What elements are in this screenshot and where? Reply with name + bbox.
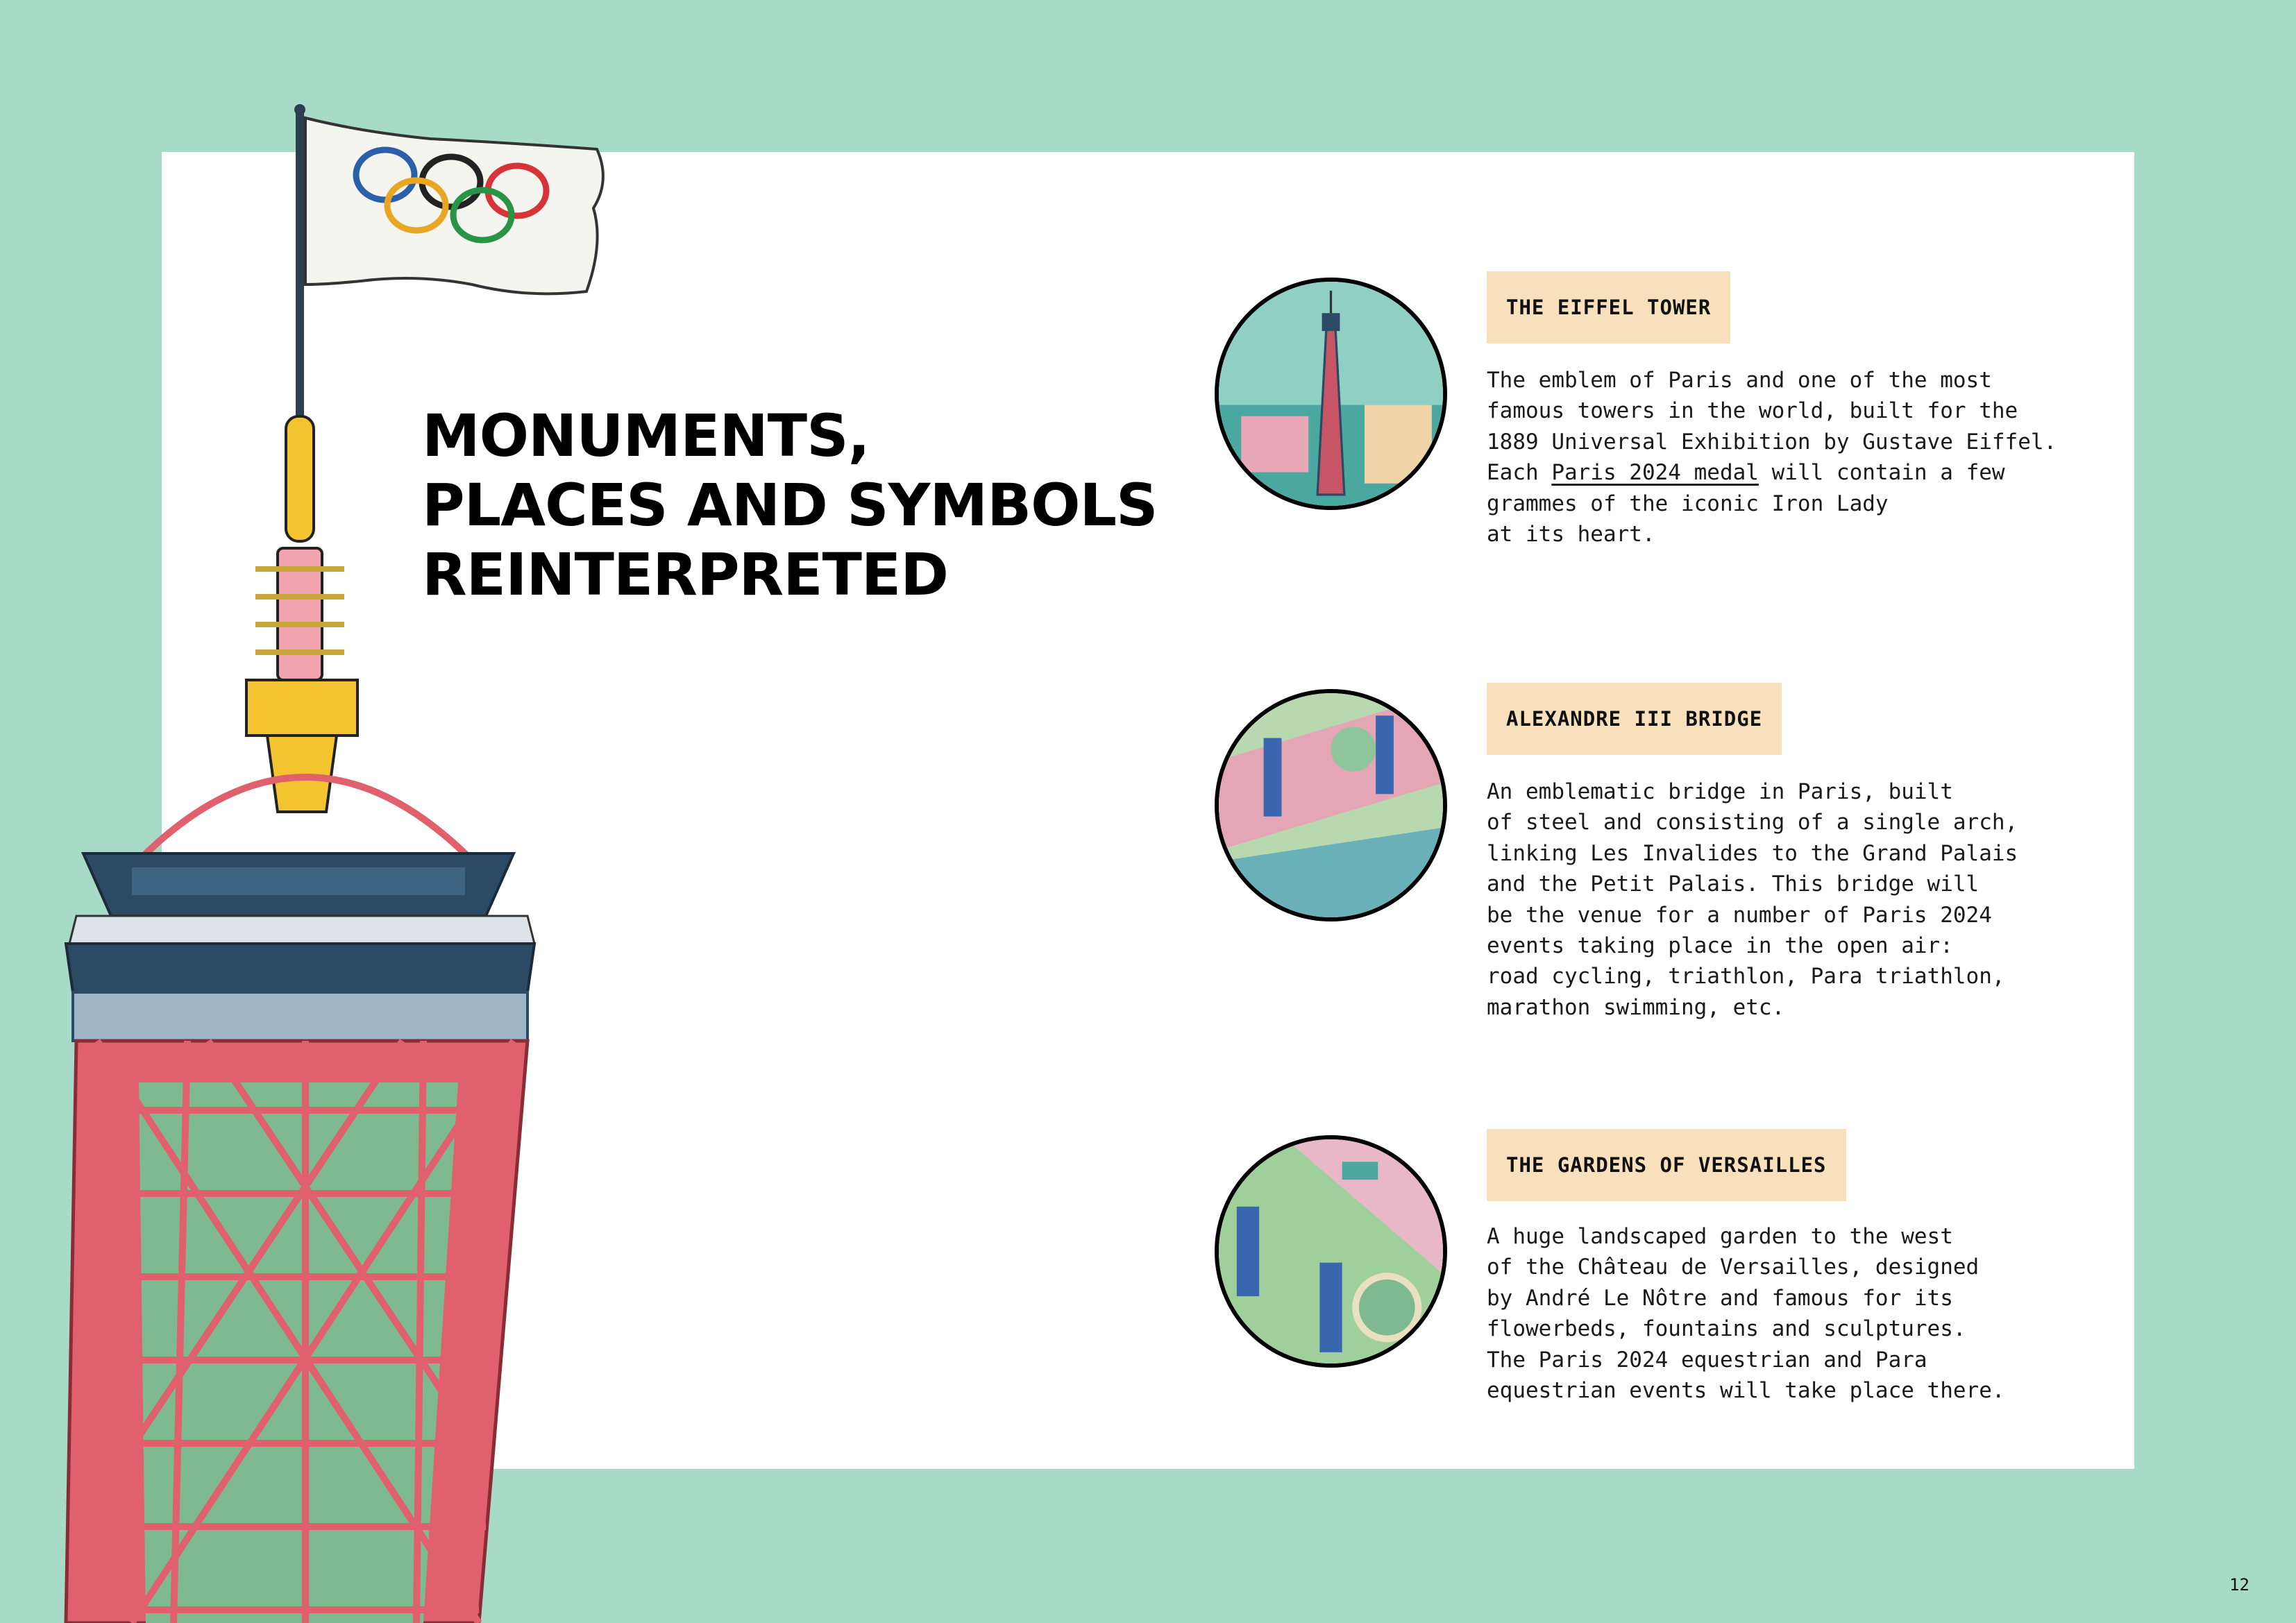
text-line: grammes of the iconic Iron Lady xyxy=(1487,491,1889,516)
text-line: events taking place in the open air: xyxy=(1487,933,1953,959)
section-label-gardens-of-versailles: THE GARDENS OF VERSAILLES xyxy=(1487,1129,1846,1201)
text-line: and the Petit Palais. This bridge will xyxy=(1487,872,1980,897)
medal-link[interactable]: Paris 2024 medal xyxy=(1551,460,1759,486)
text-line: road cycling, triathlon, Para triathlon, xyxy=(1487,964,2005,989)
text-line: of the Château de Versailles, designed xyxy=(1487,1255,1980,1280)
text-line: linking Les Invalides to the Grand Palais xyxy=(1487,840,2018,866)
bridge-icon xyxy=(1215,689,1447,921)
section-text-gardens-of-versailles xyxy=(1487,1221,2111,1406)
text-line: equestrian events will take place there. xyxy=(1487,1378,2005,1404)
text-line: 1889 Universal Exhibition by Gustave Eiffel. xyxy=(1487,429,2057,454)
section-label-eiffel-tower: THE EIFFEL TOWER xyxy=(1487,271,1730,343)
text-line: An emblematic bridge in Paris, built xyxy=(1487,779,1953,804)
text-line: at its heart. xyxy=(1487,522,1655,547)
title-line-3: REINTERPRETED xyxy=(422,541,949,609)
text-line: of steel and consisting of a single arch, xyxy=(1487,810,2018,835)
versailles-gardens-icon xyxy=(1215,1135,1447,1368)
section-label-alexandre-iii-bridge: ALEXANDRE III BRIDGE xyxy=(1487,683,1782,755)
title-line-2: PLACES AND SYMBOLS xyxy=(422,471,1158,539)
text-line: A huge landscaped garden to the west xyxy=(1487,1224,1953,1249)
section-text-eiffel-tower xyxy=(1487,365,2111,550)
text-fragment: will contain a few xyxy=(1758,460,2005,486)
text-line: famous towers in the world, built for the xyxy=(1487,398,2018,424)
text-line: flowerbeds, fountains and sculptures. xyxy=(1487,1316,1966,1342)
section-text-alexandre-iii-bridge xyxy=(1487,776,2111,1023)
title-line-1: MONUMENTS, xyxy=(422,402,870,470)
text-line: The Paris 2024 equestrian and Para xyxy=(1487,1347,1927,1373)
page-number: 12 xyxy=(2229,1575,2249,1595)
eiffel-tower-icon xyxy=(1215,278,1447,510)
text-line xyxy=(1487,457,2111,488)
text-fragment: Each xyxy=(1487,460,1552,486)
text-line: by André Le Nôtre and famous for its xyxy=(1487,1285,1953,1311)
page-title xyxy=(422,401,1158,609)
text-line: The emblem of Paris and one of the most xyxy=(1487,368,1992,393)
text-line: marathon swimming, etc. xyxy=(1487,994,1785,1020)
text-line: be the venue for a number of Paris 2024 xyxy=(1487,902,1992,928)
